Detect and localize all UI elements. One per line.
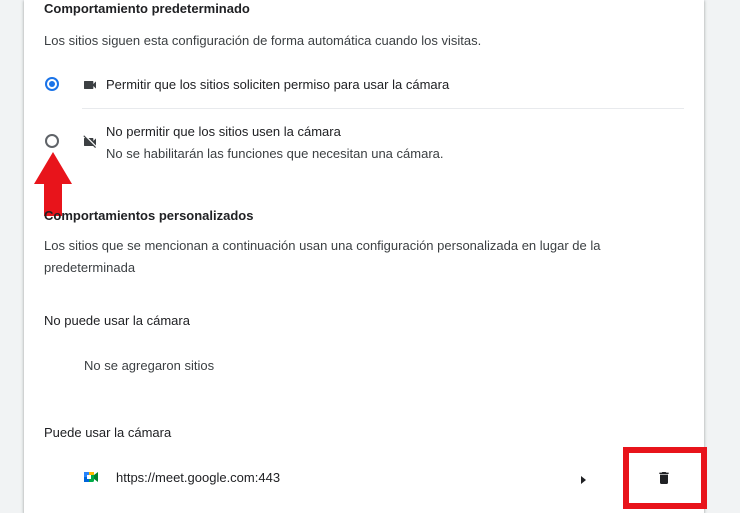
default-behavior-description: Los sitios siguen esta configuración de forma automática cuando los visitas. — [44, 33, 482, 48]
chevron-right-icon[interactable] — [580, 472, 588, 482]
custom-behavior-description-line2: predeterminada — [44, 260, 136, 275]
option-block-label: No permitir que los sitios usen la cámara — [106, 124, 341, 139]
option-block[interactable] — [44, 120, 684, 164]
blocked-empty-message: No se agregaron sitios — [84, 358, 215, 373]
divider — [82, 108, 684, 109]
radio-block[interactable] — [45, 134, 59, 148]
option-allow-ask-label: Permitir que los sitios soliciten permiso para usar la cámara — [106, 77, 450, 92]
option-allow-ask[interactable] — [44, 70, 684, 100]
delete-button[interactable] — [650, 464, 678, 492]
allowed-heading: Puede usar la cámara — [44, 425, 172, 440]
custom-behavior-title: Comportamientos personalizados — [44, 208, 254, 223]
option-block-sublabel: No se habilitarán las funciones que necesitan una cámara. — [106, 146, 444, 161]
radio-allow-ask[interactable] — [45, 77, 59, 91]
blocked-heading: No puede usar la cámara — [44, 313, 190, 328]
default-behavior-title: Comportamiento predeterminado — [44, 1, 250, 16]
camera-icon — [82, 77, 98, 93]
custom-behavior-description-line1: Los sitios que se mencionan a continuación usan una configuración personalizada en lugar de la — [44, 238, 601, 253]
site-url[interactable]: https://meet.google.com:443 — [116, 470, 281, 485]
annotation-arrow-icon — [34, 152, 72, 216]
google-meet-icon — [83, 469, 99, 485]
trash-icon — [656, 469, 672, 487]
camera-off-icon — [82, 134, 98, 150]
site-row[interactable] — [44, 456, 604, 498]
